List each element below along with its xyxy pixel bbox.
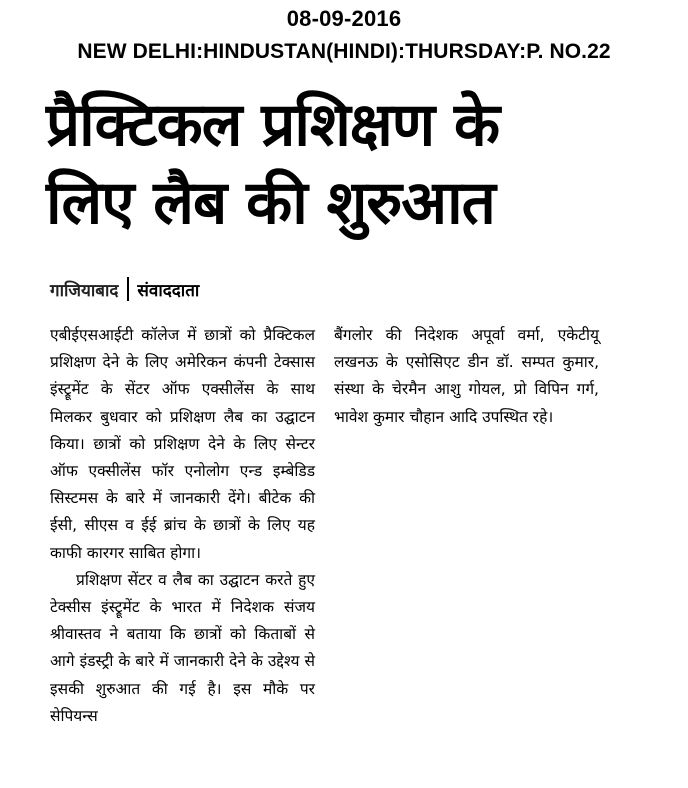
byline [50,272,199,306]
article-paragraph-3: बैंगलोर की निदेशक अपूर्वा वर्मा, एकेटीयू लखनऊ के एसोसिएट डीन डॉ. सम्पत कुमार, संस्था के चेरमैन आशु गोयल, प्रो विपिन गर्ग, भावेश कुमार चौहान आदि उपस्थित रहे। [334,326,599,426]
headline-line-2: लिए लैब की शुरुआत [46,168,495,238]
article-column-right [334,322,599,431]
clipping-date: 08-09-2016 [286,6,402,31]
article-paragraph-2: प्रशिक्षण सेंटर व लैब का उद्घाटन करते हुए टेक्सीस इंस्ट्रूमेंट के भारत में निदेशक संजय श्रीवास्तव ने बताया कि छात्रों को किताबों से आगे इंडस्ट्री के बारे में जानकारी देने के उद्देश्य से इसकी शुरुआत की गई है। इस मौके पर सेपियन्स [50,570,315,725]
headline-line-1: प्रैक्टिकल प्रशिक्षण के [46,90,500,160]
article-column-left [50,322,315,730]
article-paragraph-1: एबीईएसआईटी कॉलेज में छात्रों को प्रैक्टिकल प्रशिक्षण देने के लिए अमेरिकन कंपनी टेक्सास इंस्ट्रूमेंट के सेंटर ऑफ एक्सीलेंस के साथ मिलकर बुधवार को प्रशिक्षण लैब का उद्घाटन किया। छात्रों को प्रशिक्षण देने के लिए सेन्टर ऑफ एक्सीलेंस फॉर एनोलोग एन्ड इम्बेडिड सिस्टमस के बारे में जानकारी देंगे। बीटेक की ईसी, सीएस व ईई ब्रांच के छात्रों के लिए यह काफी कारगर साबित होगा। [50,326,315,562]
byline-author: संवाददाता [137,280,200,301]
headline [46,86,666,242]
byline-divider [127,277,129,301]
byline-place: गाजियाबाद [50,280,119,301]
clipping-source: NEW DELHI:HINDUSTAN(HINDI):THURSDAY:P. NO.22 [77,40,611,63]
